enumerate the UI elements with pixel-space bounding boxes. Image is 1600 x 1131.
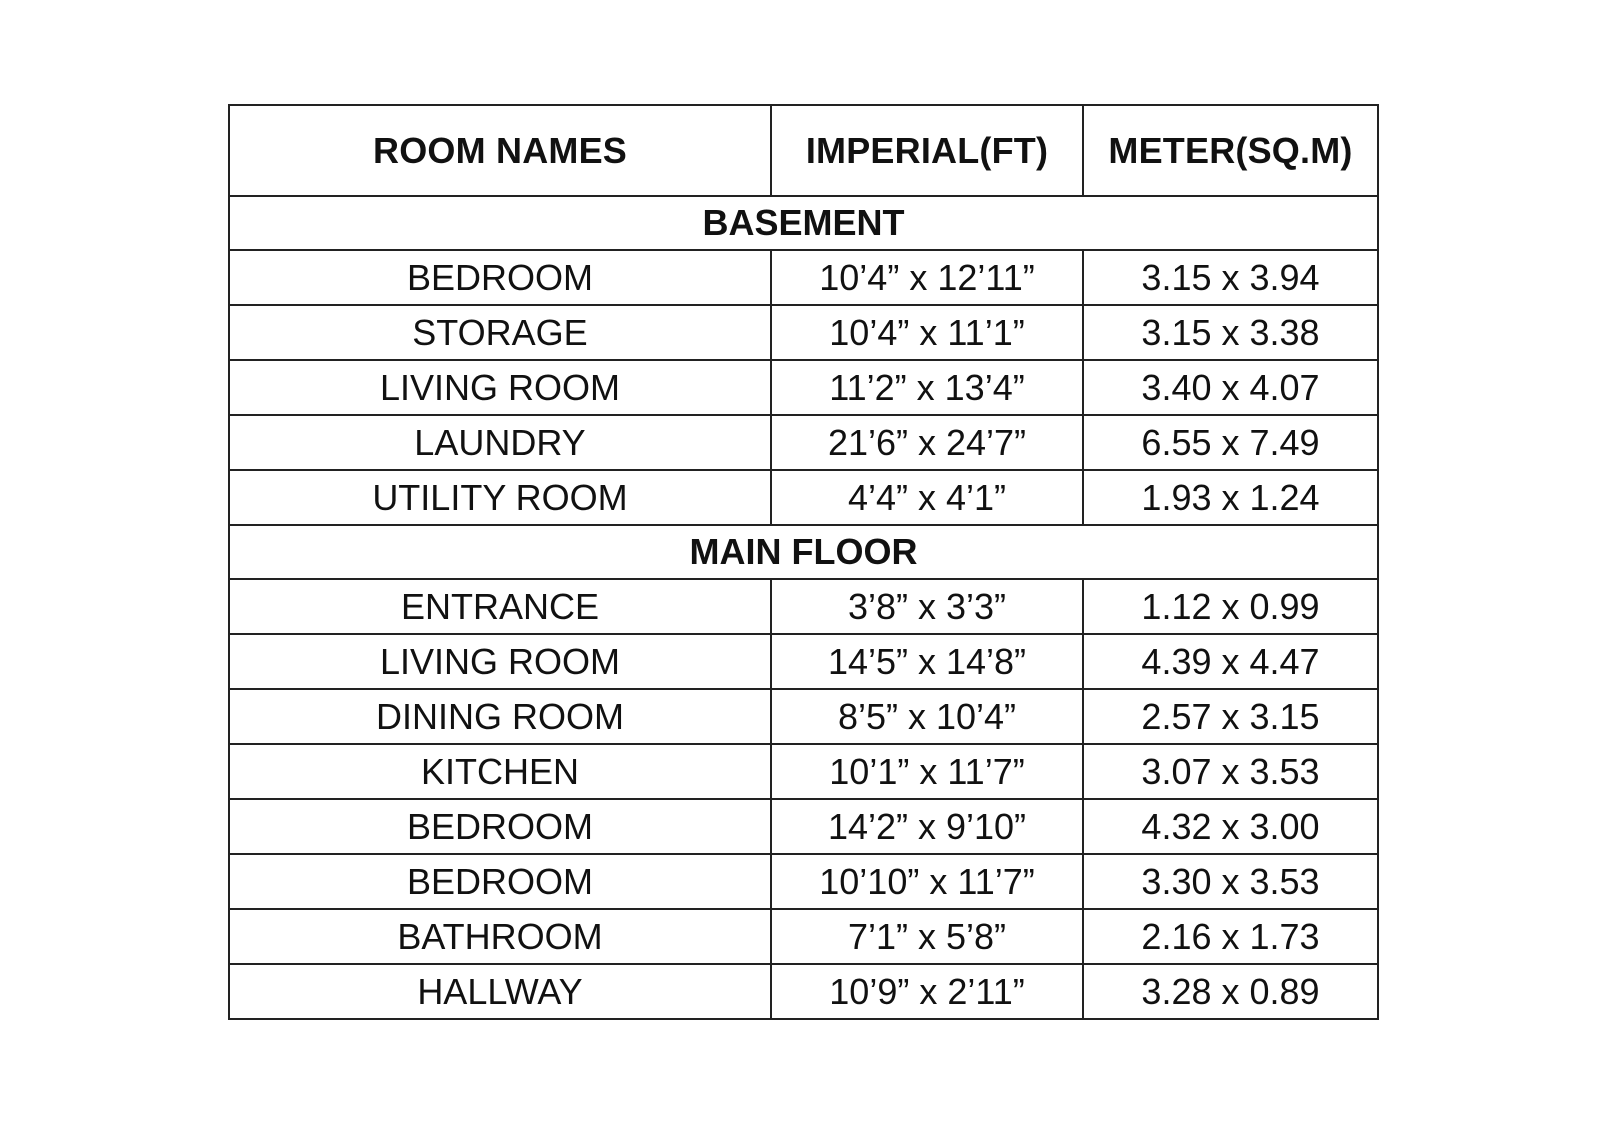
metric-dimension-cell: 3.28 x 0.89 [1083,964,1378,1019]
imperial-dimension-cell: 8’5” x 10’4” [771,689,1083,744]
table-row [229,634,1378,689]
metric-dimension-cell: 3.40 x 4.07 [1083,360,1378,415]
room-name-cell: LAUNDRY [229,415,771,470]
metric-dimension-cell: 3.15 x 3.38 [1083,305,1378,360]
imperial-dimension-cell: 21’6” x 24’7” [771,415,1083,470]
imperial-dimension-cell: 4’4” x 4’1” [771,470,1083,525]
room-name-cell: BEDROOM [229,250,771,305]
header-row [229,105,1378,196]
room-name-cell: LIVING ROOM [229,634,771,689]
section-title: BASEMENT [229,196,1378,250]
room-dimensions-table [228,104,1379,1020]
metric-dimension-cell: 4.39 x 4.47 [1083,634,1378,689]
table-row [229,689,1378,744]
room-name-cell: BEDROOM [229,799,771,854]
table-row [229,854,1378,909]
imperial-dimension-cell: 11’2” x 13’4” [771,360,1083,415]
header-room-names: ROOM NAMES [229,105,771,196]
imperial-dimension-cell: 14’2” x 9’10” [771,799,1083,854]
room-name-cell: ENTRANCE [229,579,771,634]
table-row [229,360,1378,415]
imperial-dimension-cell: 7’1” x 5’8” [771,909,1083,964]
table-row [229,799,1378,854]
imperial-dimension-cell: 10’9” x 2’11” [771,964,1083,1019]
table-body [229,196,1378,1019]
metric-dimension-cell: 3.15 x 3.94 [1083,250,1378,305]
metric-dimension-cell: 3.30 x 3.53 [1083,854,1378,909]
metric-dimension-cell: 1.93 x 1.24 [1083,470,1378,525]
table-row [229,744,1378,799]
table-row [229,909,1378,964]
section-row [229,196,1378,250]
metric-dimension-cell: 4.32 x 3.00 [1083,799,1378,854]
metric-dimension-cell: 2.57 x 3.15 [1083,689,1378,744]
room-name-cell: KITCHEN [229,744,771,799]
header-meter: METER(SQ.M) [1083,105,1378,196]
header-imperial: IMPERIAL(FT) [771,105,1083,196]
room-name-cell: LIVING ROOM [229,360,771,415]
table-row [229,305,1378,360]
table-row [229,579,1378,634]
metric-dimension-cell: 6.55 x 7.49 [1083,415,1378,470]
imperial-dimension-cell: 10’4” x 12’11” [771,250,1083,305]
imperial-dimension-cell: 10’10” x 11’7” [771,854,1083,909]
section-title: MAIN FLOOR [229,525,1378,579]
imperial-dimension-cell: 14’5” x 14’8” [771,634,1083,689]
metric-dimension-cell: 2.16 x 1.73 [1083,909,1378,964]
section-row [229,525,1378,579]
imperial-dimension-cell: 3’8” x 3’3” [771,579,1083,634]
imperial-dimension-cell: 10’1” x 11’7” [771,744,1083,799]
room-name-cell: HALLWAY [229,964,771,1019]
table-row [229,964,1378,1019]
room-name-cell: DINING ROOM [229,689,771,744]
table-row [229,470,1378,525]
room-name-cell: UTILITY ROOM [229,470,771,525]
room-name-cell: STORAGE [229,305,771,360]
metric-dimension-cell: 1.12 x 0.99 [1083,579,1378,634]
metric-dimension-cell: 3.07 x 3.53 [1083,744,1378,799]
imperial-dimension-cell: 10’4” x 11’1” [771,305,1083,360]
room-name-cell: BATHROOM [229,909,771,964]
table-row [229,250,1378,305]
room-name-cell: BEDROOM [229,854,771,909]
table-row [229,415,1378,470]
